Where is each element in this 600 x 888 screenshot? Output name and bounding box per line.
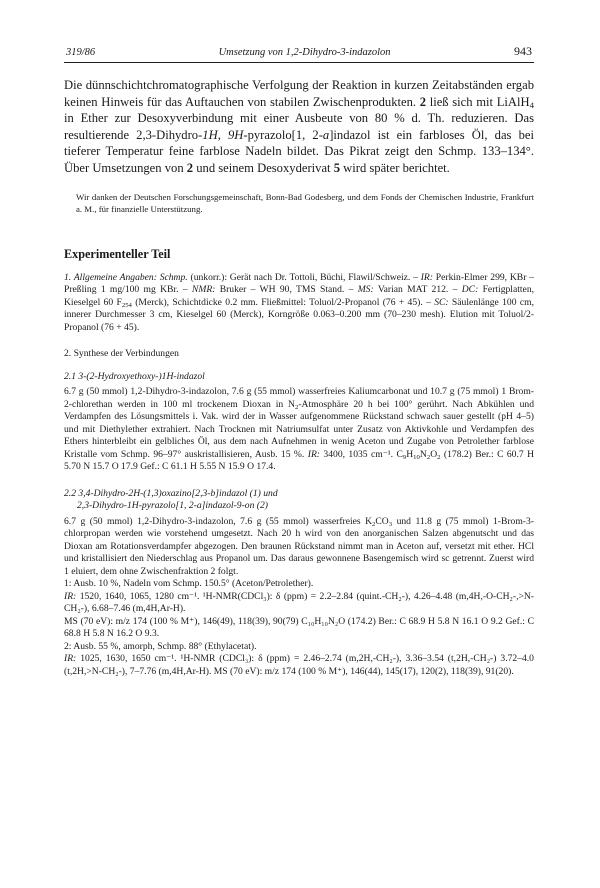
running-title: Umsetzung von 1,2-Dihydro-3-indazolon	[218, 47, 391, 58]
section-title-experimental: Experimenteller Teil	[64, 246, 171, 261]
acknowledgement: Wir danken der Deutschen Forschungsgemeinschaft, Bonn-Bad Godesberg, und dem Fonds der Chemischen Industrie, Frankfurt a. M., für finanzielle Unterstützung.	[76, 191, 534, 214]
subsection-2-1-heading: 2.1 3-(2-Hydroxyethoxy-)1H-indazol	[64, 370, 205, 382]
subsection-2-2-text: 6.7 g (50 mmol) 1,2-Dihydro-3-indazolon, 7.6 g (55 mmol) wasserfreies $K_2CO_3$ und 11.8 g (75 mmol) 1-Brom-3-chlorpropan werden wie vorstehend umgesetzt. Nach 20 h wird von den anorganischen Salzen abgenutscht und das Dioxan am Rotationsverdampfer abgezogen. Den braunen Rückstand nimmt man in Aceton auf, versetzt mit ether. HCl und kristallisiert den Niederschlag aus Propanol um. Das daraus gewonnene Basengemisch wird sc getrennt. Zuerst wird 1 eluiert, dem ohne Zwischenfraktion 2 folgt.	[64, 515, 534, 577]
journal-ref: 319/86	[66, 47, 96, 58]
compound-ref-2b: 2	[186, 160, 194, 175]
compound-ref-2: 2	[419, 94, 427, 109]
compound-2-data: 2: Ausb. 55 %, amorph, Schmp. 88° (Ethylacetat). IR: 1025, 1630, 1650 cm⁻¹. ¹H-NMR (CDCl₃): δ (ppm) = 2.46–2.74 (m,2H,-CH₂-), 3.36–3.54 (t,2H,-CH₂-) 3.72–4.0 (t,2H,>N-CH₂-), 7–7.76 (m,4H,Ar-H). MS (70 eV): m/z 174 (100 % M⁺), 146(44), 145(17), 120(2), 118(39), 91(20).	[64, 640, 534, 677]
compound-1-data: 1: Ausb. 10 %, Nadeln vom Schmp. 150.5° (Aceton/Petrolether). IR: 1520, 1640, 1065, 1280 cm⁻¹. ¹H-NMR(CDCl₃): δ (ppm) = 2.2–2.84 (quint.-CH₂-), 4.26–4.48 (m,4H,-O-CH₂-,>N-CH₂-), 6.68–7.46 (m,4H,Ar-H). MS (70 eV): m/z 174 (100 % M⁺), 146(49), 118(39), 90(79) C₁₀H₁₀N₂O (174.2) Ber.: C 68.9 H 5.8 N 16.1 O 9.2 Gef.: C 68.8 H 5.8 N 16.2 O 9.3.	[64, 578, 535, 640]
subsection-2-2-heading: 2.2 3,4-Dihydro-2H-(1,3)oxazino[2,3-b]indazol (1) und 2,3-Dihydro-1H-pyrazolo[1, 2-a]indazol-9-on (2)	[64, 487, 278, 512]
general-methods: 1. Allgemeine Angaben: Schmp. (unkorr.): Gerät nach Dr. Tottoli, Büchi, Flawil/Schweiz. – IR: Perkin-Elmer 299, KBr – Preßling 1 mg/100 mg KBr. – NMR: Bruker – WH 90, TMS Stand. – MS: Varian MAT 212. – DC: Fertigplatten, Kieselgel 60 $F_{254}$ (Merck), Schichtdicke 0.2 mm. Fließmittel: Toluol/2-Propanol (76 + 45). – SC: Säulenlänge 100 cm, innerer Durchmesser 3 cm, Kieselgel 60 (Merck), Korngröße 0.063–0.200 mm (70–230 mesh). Elution mit Toluol/2-Propanol (76 + 45).	[64, 271, 535, 333]
page-number: 943	[513, 44, 532, 58]
subsection-2-1-text: 6.7 g (50 mmol) 1,2-Dihydro-3-indazolon, 7.6 g (55 mmol) wasserfreies Kaliumcarbonat und 10.7 g (75 mmol) 1 Brom-2-chlorethan werden in 100 ml trockenem Dioxan in $N_2$-Atmosphäre 20 h bei 100° gerührt. Nach Abkühlen und Verdampfen des Lösungsmittels i. Vak. wird der in Wasser aufgenommene Rückstand schwach sauer gestellt (pH 4–5) und mit Diethylether extrahiert. Nach Trocknen mit Natriumsulfat unter Zusatz von Aktivkohle und Verdampfen des Ethers hinterbleibt ein gelbliches Öl, aus dem nach Aufnehmen in wenig Aceton und Zugabe von Petrolether farblose Kristalle vom Schmp. 96–97° auskristallisieren, Ausb. 15 %. IR: 3400, 1035 cm⁻¹. $C_9H_{10}N_2O_2$ (178.2) Ber.: C 60.7 H 5.70 N 15.7 O 17.9 Gef.: C 61.1 H 5.55 N 15.9 O 17.4.	[64, 386, 535, 473]
compound-ref-5: 5	[333, 160, 340, 175]
intro-paragraph: Die dünnschichtchromatographische Verfolgung der Reaktion in kurzen Zeitabständen ergab keinen Hinweis für das Auftauchen von stabilen Zwischenprodukten. 2 ließ sich mit LiAlH$_4$ in Ether zur Desoxyverbindung mit einer Ausbeute von 80 % d. Th. reduzieren. Das resultierende 2,3-Dihydro-1H, 9H-pyrazolo[1, 2-a]indazol ist ein farbloses Öl, das bei tieferer Temperatur feine farblose Nadeln bildet. Das Pikrat zeigt den Schmp. 133–134°. Über Umsetzungen von 2 und seinem Desoxyderivat 5 wird später berichtet.	[64, 78, 535, 175]
section-synthesis: 2. Synthese der Verbindungen	[64, 348, 179, 360]
running-header	[64, 44, 534, 63]
